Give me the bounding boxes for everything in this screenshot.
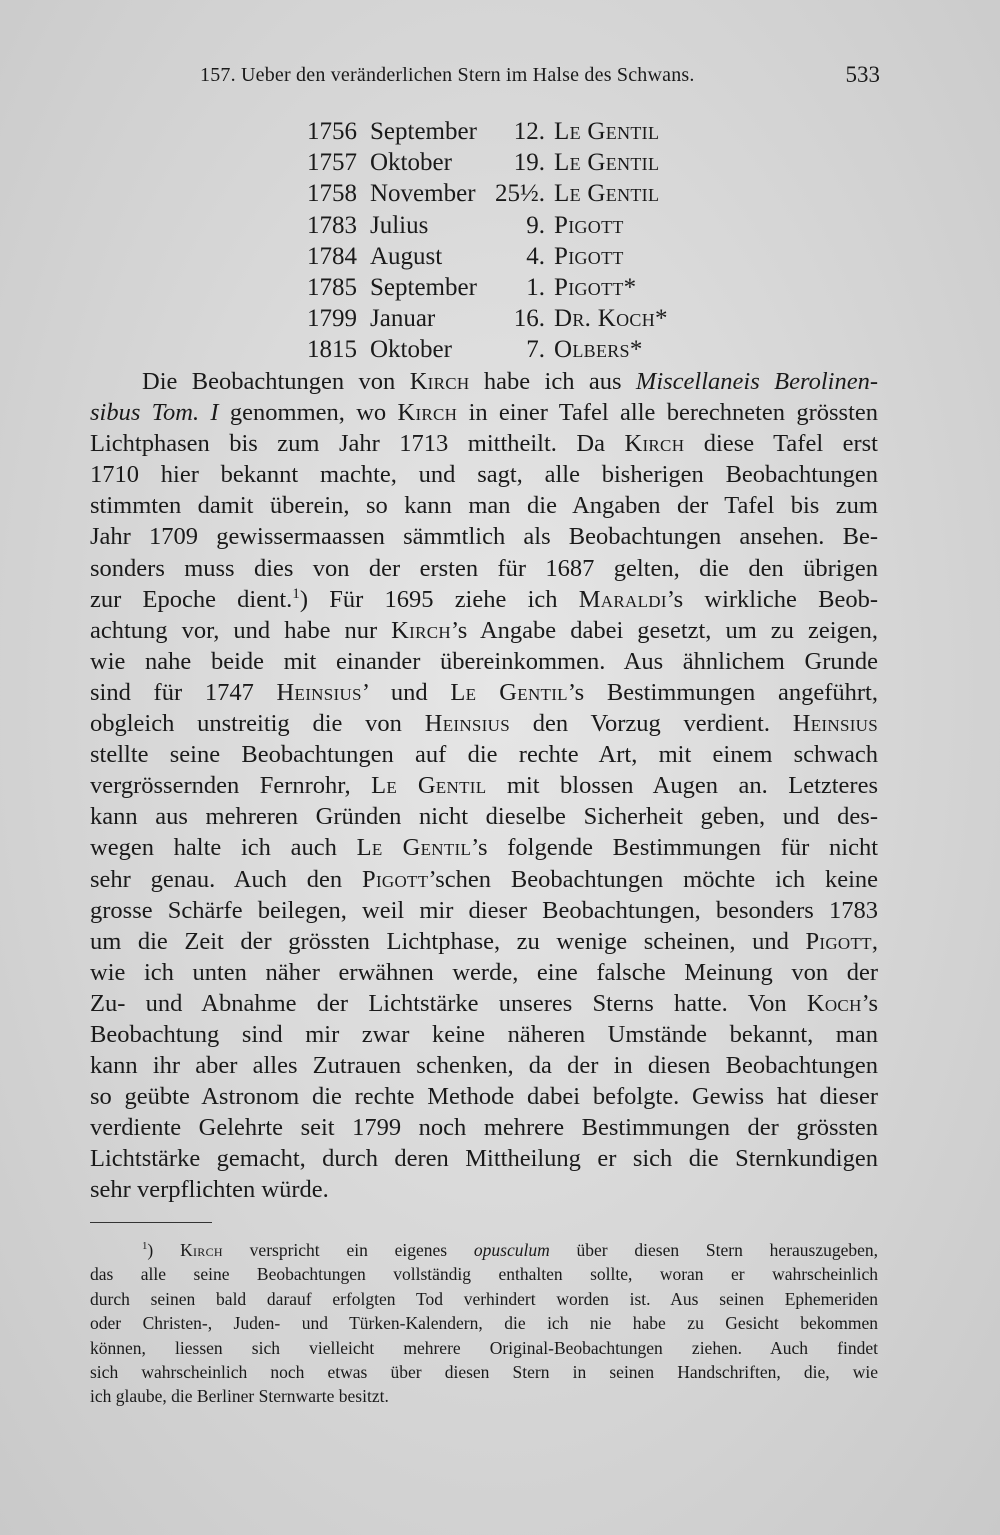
- observation-day: 4.: [526, 242, 545, 270]
- observation-observer: Le Gentil: [554, 180, 660, 208]
- main-paragraph: [90, 366, 878, 1206]
- observation-row: [300, 303, 760, 334]
- observation-month: Januar: [370, 305, 436, 333]
- paragraph-line: [90, 1174, 878, 1205]
- text-segment: können, liessen sich vielleicht mehrere Original-Beobachtungen ziehen. Auch findet: [90, 1337, 878, 1358]
- observation-observer: Dr. Koch*: [554, 305, 668, 333]
- text-segment: Lichtphasen bis zum Jahr 1713 mittheilt. Da: [90, 430, 625, 458]
- observation-row: [300, 210, 760, 241]
- text-segment: ): [147, 1240, 181, 1260]
- paragraph-line: [90, 459, 878, 490]
- observation-day: 7.: [526, 336, 545, 364]
- text-segment: wie nahe beide mit einander übereinkommen. Aus ähnlichem Grunde: [90, 647, 878, 675]
- paragraph-line: [90, 1081, 878, 1112]
- paragraph-line: [90, 1143, 878, 1174]
- text-segment: verspricht ein eigenes: [222, 1240, 474, 1260]
- footnote-line: [90, 1311, 878, 1335]
- text-segment: stellte seine Beobachtungen auf die rechte Art, mit einem schwach: [90, 741, 878, 769]
- running-header: [200, 62, 880, 92]
- text-segment: den Vorzug verdient.: [509, 710, 793, 738]
- italic-text: Miscellaneis Berolinen-: [635, 368, 878, 395]
- text-segment: um die Zeit der grössten Lichtphase, zu wenige scheinen, und: [90, 927, 806, 955]
- name-smallcaps: Kirch: [409, 368, 470, 395]
- name-smallcaps: Le Gentil: [356, 834, 472, 862]
- text-segment: diese Tafel erst: [684, 430, 878, 458]
- observation-year: 1784: [307, 242, 357, 270]
- footnote-line: [90, 1238, 878, 1262]
- name-smallcaps: Heinsius: [276, 678, 362, 706]
- paragraph-line: [90, 708, 878, 739]
- text-segment: sehr verpflichten würde.: [90, 1176, 329, 1204]
- text-segment: sonders muss dies von der ersten für 1687 gelten, die den übrigen: [90, 554, 878, 582]
- observation-year: 1785: [307, 273, 357, 301]
- text-segment: ’s folgende Bestimmungen für nicht: [471, 834, 879, 862]
- text-segment: ’s: [861, 989, 878, 1017]
- name-smallcaps: Le Gentil: [371, 772, 487, 800]
- text-segment: durch seinen bald darauf erfolgten Tod verhindert worden ist. Aus seinen Ephemeriden: [90, 1288, 878, 1309]
- observation-row: [300, 241, 760, 272]
- observation-month: November: [370, 180, 476, 208]
- paragraph-line: [90, 428, 878, 459]
- paragraph-line: [90, 770, 878, 801]
- text-segment: ich glaube, die Berliner Sternwarte besitzt.: [90, 1386, 389, 1407]
- paragraph-line: [90, 397, 878, 428]
- text-segment: sich wahrscheinlich noch etwas über diesen Stern in seinen Handschriften, die, wie: [90, 1361, 878, 1382]
- paragraph-line: [90, 553, 878, 584]
- text-segment: wie ich unten näher erwähnen werde, eine falsche Meinung von der: [90, 958, 878, 986]
- name-smallcaps: Le Gentil: [450, 678, 568, 706]
- observation-month: August: [370, 242, 443, 270]
- text-segment: über diesen Stern herauszugeben,: [549, 1240, 879, 1260]
- text-segment: verdiente Gelehrte seit 1799 noch mehrere Bestimmungen der grössten: [90, 1114, 878, 1142]
- observation-day: 25½.: [495, 180, 545, 208]
- text-segment: kann aus mehreren Gründen nicht dieselbe Sicherheit geben, und des-: [90, 803, 878, 831]
- paragraph-line: [90, 490, 878, 521]
- text-segment: habe ich aus: [469, 368, 636, 395]
- text-segment: Beobachtung sind mir zwar keine näheren Umstände bekannt, man: [90, 1020, 878, 1048]
- name-smallcaps: Kirch: [391, 616, 451, 644]
- running-title: 157. Ueber den veränderlichen Stern im Halse des Schwans.: [200, 64, 695, 86]
- observation-year: 1756: [307, 118, 357, 145]
- observation-row: [300, 116, 760, 147]
- italic-text: sibus Tom. I: [90, 399, 219, 427]
- footnote-line: [90, 1336, 878, 1360]
- name-smallcaps: Kirch: [180, 1240, 223, 1260]
- paragraph-line: [90, 584, 878, 615]
- text-segment: 1710 hier bekannt machte, und sagt, alle bisherigen Beobachtungen: [90, 461, 878, 489]
- paragraph-line: [90, 957, 878, 988]
- observation-month: September: [370, 118, 477, 145]
- paragraph-line: [90, 832, 878, 863]
- observation-observer: Pigott: [554, 242, 624, 270]
- observation-observer: Olbers*: [554, 336, 643, 364]
- footnote-line: [90, 1287, 878, 1311]
- paragraph-line: [90, 521, 878, 552]
- text-segment: sind für 1747: [90, 678, 277, 706]
- observation-row: [300, 334, 760, 365]
- observation-day: 19.: [513, 149, 545, 177]
- observation-row: [300, 178, 760, 209]
- name-smallcaps: Pigott: [362, 865, 429, 893]
- italic-text: opusculum: [473, 1240, 550, 1260]
- footnote-rule: [90, 1222, 212, 1223]
- observation-day: 1.: [526, 273, 545, 301]
- text-segment: ’s wirkliche Beob-: [666, 585, 878, 613]
- observation-day: 12.: [513, 118, 545, 145]
- paragraph-line: [90, 739, 878, 770]
- observation-year: 1758: [307, 180, 357, 208]
- text-segment: ’s Angabe dabei gesetzt, um zu zeigen,: [450, 616, 878, 644]
- observation-month: September: [370, 273, 477, 301]
- footnote-line: [90, 1384, 878, 1408]
- name-smallcaps: Heinsius: [424, 710, 510, 738]
- name-smallcaps: Kirch: [624, 430, 685, 458]
- text-segment: ’schen Beobachtungen möchte ich keine: [428, 865, 878, 893]
- paragraph-line: [90, 1019, 878, 1050]
- name-smallcaps: Pigott: [805, 927, 872, 955]
- observation-day: 16.: [513, 305, 545, 333]
- footnote-marker: 1: [292, 584, 300, 602]
- name-smallcaps: Koch: [806, 989, 862, 1017]
- observation-year: 1815: [307, 336, 357, 364]
- paragraph-line: [90, 864, 878, 895]
- text-segment: vergrössernden Fernrohr,: [90, 772, 372, 800]
- paragraph-line: [90, 615, 878, 646]
- paragraph-line: [90, 895, 878, 926]
- paragraph-line: [90, 1050, 878, 1081]
- text-segment: Zu- und Abnahme der Lichtstärke unseres Sterns hatte. Von: [90, 989, 807, 1017]
- text-segment: stimmten damit überein, so kann man die Angaben der Tafel bis zum: [90, 492, 878, 520]
- text-segment: genommen, wo: [218, 399, 398, 427]
- paragraph-line: [90, 366, 878, 397]
- text-segment: ’ und: [361, 678, 451, 706]
- name-smallcaps: Heinsius: [792, 710, 878, 738]
- observation-observer: Le Gentil: [554, 118, 660, 145]
- observation-year: 1799: [307, 305, 357, 333]
- observation-year: 1757: [307, 149, 357, 177]
- text-segment: achtung vor, und habe nur: [90, 616, 392, 644]
- text-segment: Die Beobachtungen von: [142, 368, 410, 395]
- text-segment: Lichtstärke gemacht, durch deren Mittheilung er sich die Sternkundigen: [90, 1145, 878, 1173]
- text-segment: ,: [871, 927, 878, 955]
- observation-observer: Pigott: [554, 211, 624, 239]
- observation-observer: Pigott*: [554, 273, 637, 301]
- paragraph-line: [90, 646, 878, 677]
- paragraph-line: [90, 926, 878, 957]
- text-segment: ) Für 1695 ziehe ich: [299, 585, 579, 613]
- observation-observer: Le Gentil: [554, 149, 660, 177]
- text-segment: kann ihr aber alles Zutrauen schenken, da der in diesen Beobachtungen: [90, 1052, 878, 1080]
- observation-month: Oktober: [370, 149, 452, 177]
- text-segment: grosse Schärfe beilegen, weil mir dieser Beobachtungen, besonders 1783: [90, 896, 878, 924]
- text-segment: zur Epoche dient.: [90, 585, 293, 613]
- text-segment: sehr genau. Auch den: [90, 865, 363, 893]
- paragraph-line: [90, 988, 878, 1019]
- observation-month: Julius: [370, 211, 429, 239]
- text-segment: obgleich unstreitig die von: [90, 710, 425, 738]
- paragraph-line: [90, 801, 878, 832]
- paragraph-line: [90, 1112, 878, 1143]
- name-smallcaps: Kirch: [397, 399, 458, 427]
- observation-day: 9.: [526, 211, 545, 239]
- observation-table: [300, 116, 760, 366]
- observation-row: [300, 147, 760, 178]
- text-segment: so geübte Astronom die rechte Methode dabei befolgte. Gewiss hat dieser: [90, 1083, 878, 1111]
- footnote-line: [90, 1360, 878, 1384]
- page-number: 533: [845, 62, 880, 87]
- text-segment: ’s Bestimmungen angeführt,: [567, 678, 878, 706]
- text-segment: Jahr 1709 gewissermaassen sämmtlich als Beobachtungen ansehen. Be-: [90, 523, 878, 551]
- text-segment: mit blossen Augen an. Letzteres: [486, 772, 878, 800]
- footnote-marker: 1: [142, 1240, 148, 1253]
- text-segment: wegen halte ich auch: [90, 834, 357, 862]
- text-segment: in einer Tafel alle berechneten grössten: [457, 399, 879, 427]
- footnote-line: [90, 1262, 878, 1286]
- paragraph-line: [90, 677, 878, 708]
- footnote: [90, 1238, 878, 1409]
- text-segment: oder Christen-, Juden- und Türken-Kalendern, die ich nie habe zu Gesicht bekommen: [90, 1313, 878, 1334]
- observation-row: [300, 272, 760, 303]
- name-smallcaps: Maraldi: [578, 585, 667, 613]
- observation-month: Oktober: [370, 336, 452, 364]
- observation-year: 1783: [307, 211, 357, 239]
- text-segment: das alle seine Beobachtungen vollständig enthalten sollte, woran er wahrscheinlich: [90, 1264, 878, 1285]
